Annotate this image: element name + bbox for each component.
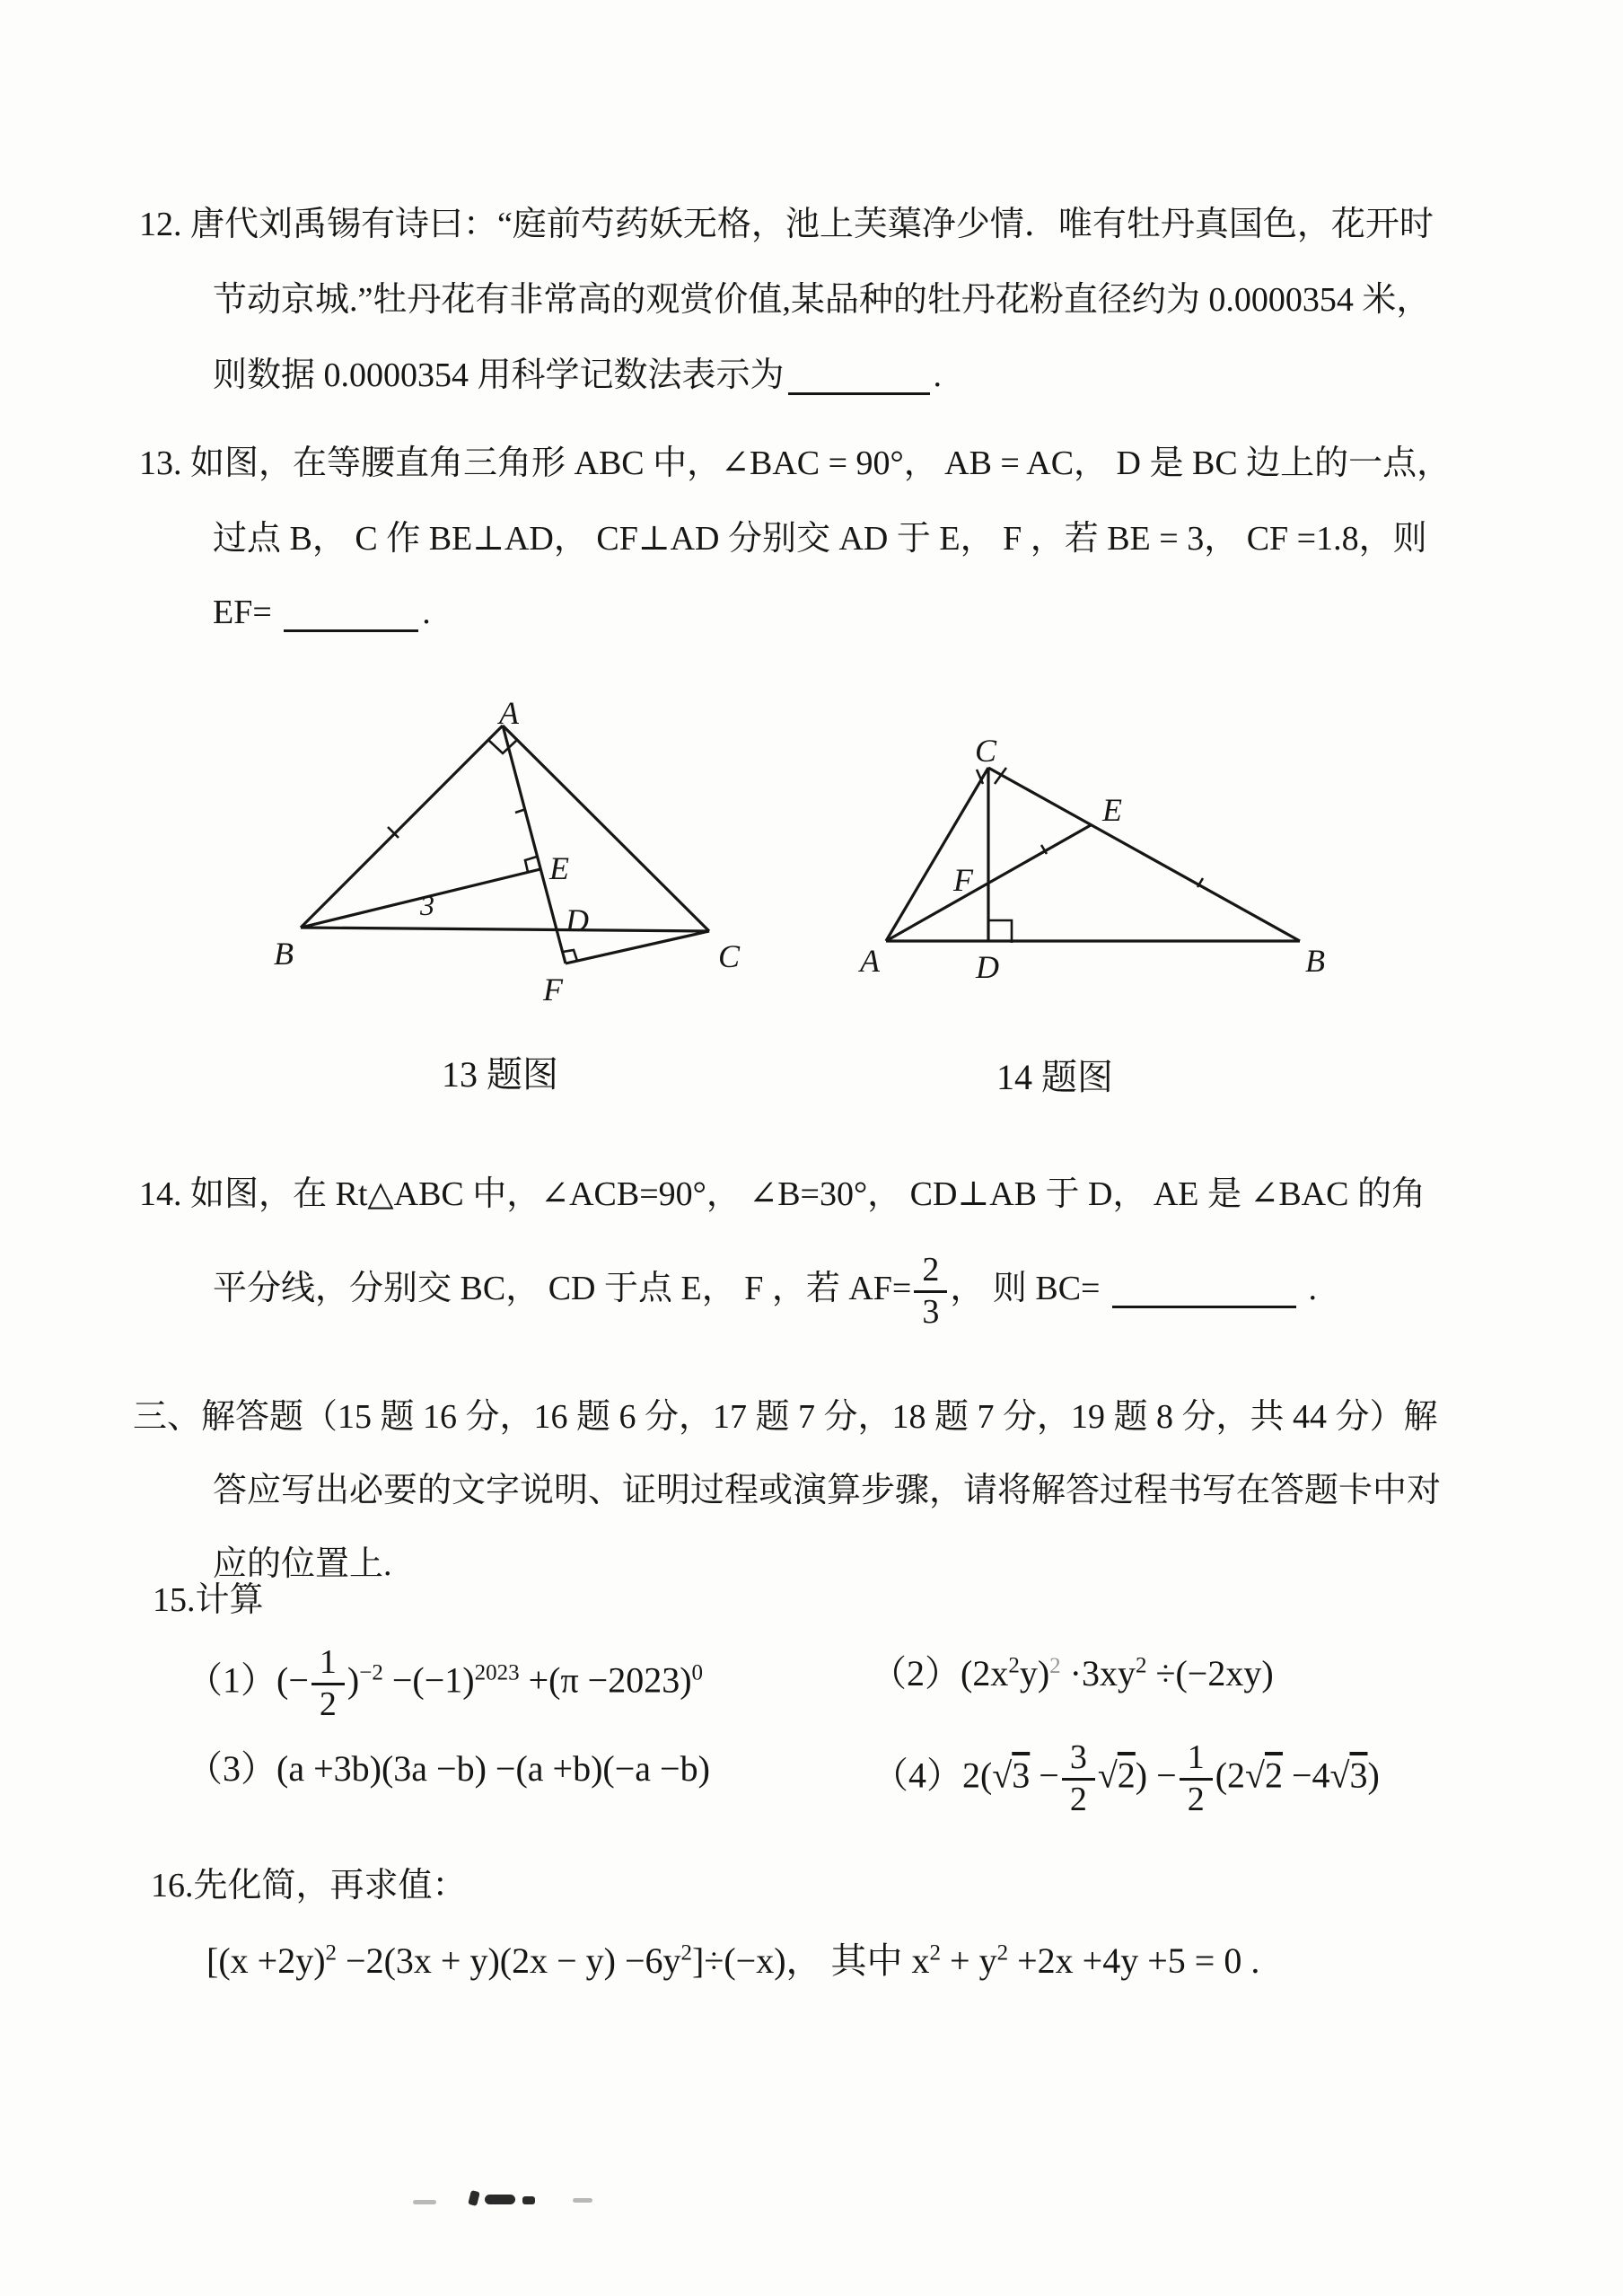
figure-13-triangle-diagram	[269, 691, 754, 1086]
scan-artifact-mark	[522, 2196, 535, 2204]
question-13-line-3: EF= .	[213, 594, 431, 631]
answer-blank	[284, 603, 418, 632]
question-16-formula: $[(x +2y)^2 -2(3x + y)(2x - y) -6y^2]\div(-x)$， 其中 $x^2 + y^2 +2x +4y +5 = 0$ .	[206, 1940, 1260, 1981]
section-3-header-line-1: 三、解答题（15 题 16 分，16 题 6 分，17 题 7 分，18 题 7 分，19 题 8 分，共 44 分）解	[133, 1398, 1438, 1436]
answer-blank	[788, 365, 930, 395]
figure-14-caption: 14 题图	[996, 1057, 1113, 1097]
scan-artifact-mark	[485, 2195, 515, 2204]
question-15-part-1: （1）(− $\frac{1}{2}$ )$^{-2} -(-1)^{2023} +(\pi -2023)^0$	[187, 1643, 704, 1723]
figure-14-triangle-diagram	[853, 727, 1355, 1015]
question-15-part-2: $(2)(2x^2y)^2 \cdot 3xy^2 \div(-2xy)$	[871, 1653, 1274, 1693]
cevian-AD-F	[503, 726, 566, 963]
side-CB	[988, 768, 1300, 941]
answer-blank	[1112, 1279, 1296, 1308]
vertex-label-C: C	[974, 733, 997, 769]
point-label-E: E	[1102, 792, 1122, 828]
vertex-label-A: A	[860, 943, 880, 979]
vertex-label-C: C	[718, 938, 741, 974]
question-15-part-4: （4）2(√3 − $\frac{3}{2}$ √2) − $\frac{1}{2}$ (2√2 −4√3)	[873, 1738, 1380, 1818]
point-label-F: F	[953, 862, 973, 898]
point-label-F: F	[543, 972, 563, 1007]
scan-artifact-mark	[573, 2198, 592, 2203]
question-15-part-3: （3）(a +3b)(3a −b) −(a +b)(−a −b)	[187, 1748, 710, 1789]
question-14-line-2: 平分线，分别交 BC， CD 于点 E， F ，若 AF= $\frac{2}{3}$ ， 则 BC= .	[213, 1251, 1317, 1331]
question-12-line-3: 则数据 0.0000354 用科学记数法表示为 .	[213, 356, 943, 394]
side-AC	[503, 726, 709, 931]
question-12-line-1: 12. 唐代刘禹锡有诗曰：“庭前芍药妖无格，池上芙蕖净少情．唯有牡丹真国色，花开时	[139, 206, 1434, 243]
question-15-title: 15.计算	[153, 1581, 264, 1619]
point-label-D: D	[566, 902, 589, 938]
side-CA	[886, 768, 988, 941]
right-angle-mark-D	[988, 920, 1012, 943]
point-label-D: D	[976, 949, 999, 985]
figure-14-lines	[886, 768, 1300, 941]
vertex-label-B: B	[274, 936, 294, 972]
scan-artifact-mark	[413, 2200, 436, 2204]
segment-BE-length-label: 3	[420, 889, 434, 921]
question-12-line-2: 节动京城.”牡丹花有非常高的观赏价值,某品种的牡丹花粉直径约为 0.0000354 米，	[213, 281, 1431, 319]
figure-13-caption: 13 题图	[442, 1054, 558, 1095]
section-3-header-line-3: 应的位置上.	[213, 1545, 392, 1583]
question-14-line-1: 14. 如图，在 Rt△ABC 中，∠ACB=90°， ∠B=30°， CD⊥AB 于 D， AE 是 ∠BAC 的角	[139, 1175, 1426, 1213]
question-13-line-2: 过点 B， C 作 BE⊥AD， CF⊥AD 分别交 AD 于 E， F ，若 BE = 3， CF =1.8，则	[213, 520, 1427, 558]
point-label-E: E	[549, 850, 569, 886]
scan-artifact-mark	[468, 2190, 480, 2206]
vertex-label-B: B	[1305, 943, 1325, 979]
question-13-line-1: 13. 如图，在等腰直角三角形 ABC 中，∠BAC = 90°， AB = AC， D 是 BC 边上的一点，	[139, 444, 1452, 482]
section-3-header-line-2: 答应写出必要的文字说明、证明过程或演算步骤，请将解答过程书写在答题卡中对	[213, 1472, 1442, 1509]
side-BC	[301, 928, 709, 931]
figure-14-marks	[977, 768, 1203, 943]
figure-13-lines	[301, 726, 709, 963]
vertex-label-A: A	[499, 695, 519, 731]
side-AB	[301, 726, 503, 928]
right-angle-mark-A	[488, 740, 517, 753]
question-16-title: 16.先化简，再求值：	[151, 1867, 467, 1905]
